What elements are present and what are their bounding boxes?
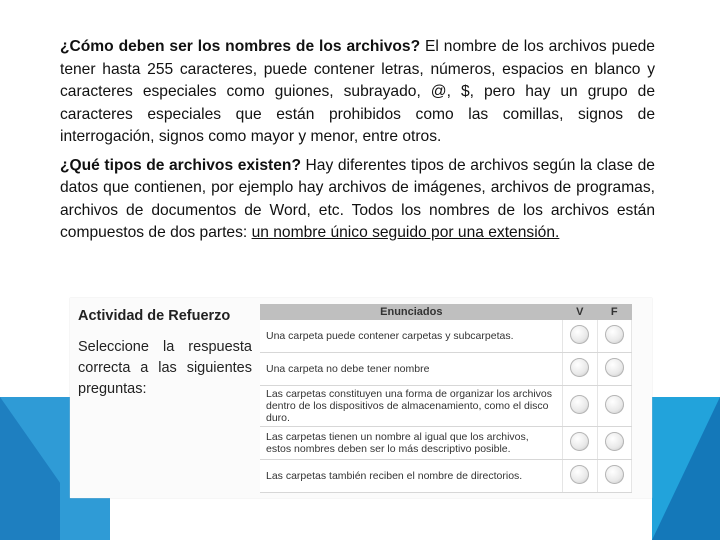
false-option[interactable]	[597, 427, 631, 460]
true-option[interactable]	[563, 320, 597, 353]
false-option[interactable]	[597, 353, 631, 386]
false-option[interactable]	[597, 460, 631, 493]
activity-instruction: Seleccione la respuesta correcta a las siguientes preguntas:	[78, 339, 252, 397]
paragraph-file-types	[60, 155, 655, 245]
radio-button[interactable]	[570, 395, 589, 414]
question-heading: ¿Qué tipos de archivos existen?	[60, 156, 301, 174]
table-row	[260, 460, 632, 493]
radio-button[interactable]	[570, 432, 589, 451]
statement-cell: Una carpeta puede contener carpetas y subcarpetas.	[260, 320, 563, 353]
activity-panel	[70, 298, 652, 498]
radio-button[interactable]	[570, 358, 589, 377]
statement-cell: Las carpetas también reciben el nombre de directorios.	[260, 460, 563, 493]
true-option[interactable]	[563, 460, 597, 493]
paragraph-text: Hay diferentes tipos de archivos según la clase de datos que contienen, por ejemplo hay archivos de imágenes, archivos de programas, archivos de documentos de Word, etc. Todos los nombres de los archivos están compuestos de dos partes:	[60, 156, 655, 241]
activity-info	[78, 304, 252, 400]
table-row	[260, 353, 632, 386]
statement-cell: Las carpetas tienen un nombre al igual que los archivos, estos nombres deben ser lo más descriptivo posible.	[260, 427, 563, 460]
true-option[interactable]	[563, 386, 597, 427]
question-heading: ¿Cómo deben ser los nombres de los archivos?	[60, 38, 421, 55]
radio-button[interactable]	[605, 395, 624, 414]
radio-button[interactable]	[570, 325, 589, 344]
activity-title: Actividad de Refuerzo	[78, 308, 231, 324]
table-row	[260, 320, 632, 353]
radio-button[interactable]	[605, 432, 624, 451]
true-option[interactable]	[563, 353, 597, 386]
radio-button[interactable]	[570, 465, 589, 484]
paragraph-file-names	[60, 36, 655, 149]
table-row	[260, 386, 632, 427]
body-text	[60, 36, 655, 251]
paragraph-text: El nombre de los archivos puede tener hasta 255 caracteres, puede contener letras, números, espacios en blanco y caracteres especiales como guiones, subrayado, @, $, pero hay un grupo de caracteres especiales que están prohibidos como las comillas, signos de interrogación, signos como mayor y menor, entre otros.	[60, 38, 655, 145]
radio-button[interactable]	[605, 358, 624, 377]
table-row	[260, 427, 632, 460]
underlined-text: un nombre único seguido por una extensión.	[251, 224, 560, 241]
true-false-table	[260, 304, 632, 493]
radio-button[interactable]	[605, 325, 624, 344]
table-header-row	[260, 304, 632, 320]
header-false: F	[597, 304, 631, 320]
statement-cell: Una carpeta no debe tener nombre	[260, 353, 563, 386]
radio-button[interactable]	[605, 465, 624, 484]
statement-cell: Las carpetas constituyen una forma de organizar los archivos dentro de los dispositivos de almacenamiento, como el disco duro.	[260, 386, 563, 427]
false-option[interactable]	[597, 386, 631, 427]
true-option[interactable]	[563, 427, 597, 460]
false-option[interactable]	[597, 320, 631, 353]
header-true: V	[563, 304, 597, 320]
header-statements: Enunciados	[260, 304, 563, 320]
